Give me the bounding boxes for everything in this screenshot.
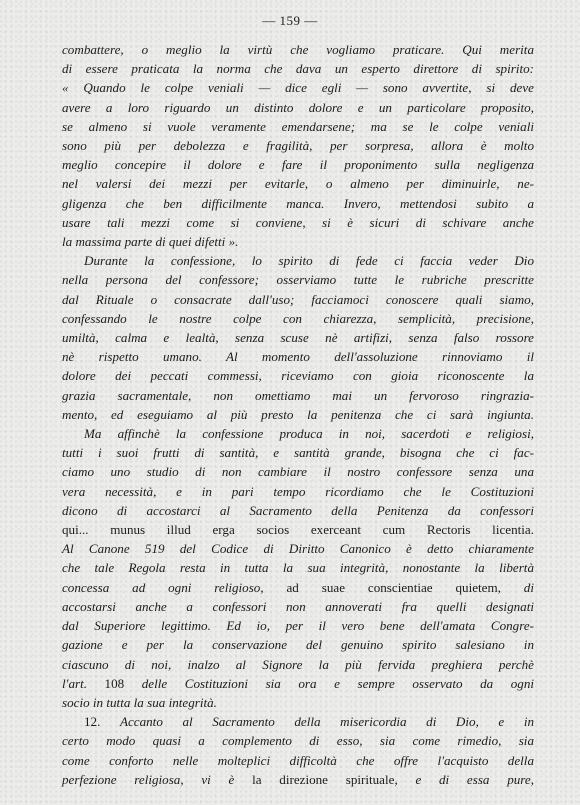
body-text: [62, 40, 534, 789]
text-run: che tale Regola resta in tutta la sua integrità, nonostante la libertà: [62, 560, 534, 576]
text-run: Accanto al Sacramento della misericordia di Dio, e in: [119, 714, 535, 730]
text-line: [62, 693, 534, 712]
text-run: ad suae conscientiae quietem,: [286, 579, 501, 595]
text-line: [62, 424, 534, 443]
text-line: [62, 155, 534, 174]
text-run: di essere praticata la norma che dava un esperto direttore di spirito:: [62, 61, 534, 77]
text-run: dicono di accostarci al Sacramento della Penitenza da confessori: [62, 502, 534, 518]
text-line: [62, 405, 534, 424]
text-run: sono più per debolezza e fragilità, per sorpresa, allora è molto: [62, 138, 534, 154]
text-run: Ma affinchè la confessione produca in noi, sacerdoti e religiosi,: [84, 426, 534, 442]
text-line: [62, 290, 534, 309]
text-run: certo modo quasi a complemento di esso, sia come rimedio, sia: [62, 733, 534, 749]
text-line: [62, 78, 534, 97]
text-line: [62, 501, 534, 520]
text-run: la direzione spirituale,: [252, 771, 398, 787]
text-line: [62, 712, 534, 731]
text-run: nel valersi dei mezzi per evitarle, o almeno per diminuirle, ne-: [62, 176, 534, 192]
text-run: usare tali mezzi come si conviene, si è sicuri di schivare anche: [62, 214, 534, 230]
text-line: [62, 309, 534, 328]
text-line: [62, 482, 534, 501]
text-run: come conforto nelle molteplici difficoltà che offre l'acquisto della: [62, 752, 534, 768]
text-run: nella persona del confessore; osserviamo tutte le rubriche prescritte: [62, 272, 534, 288]
text-run: dal Rituale o consacrate dall'uso; facciamoci conoscere quali siamo,: [62, 291, 534, 307]
text-line: [62, 213, 534, 232]
text-line: [62, 635, 534, 654]
text-run: 12.: [84, 714, 120, 730]
text-run: combattere, o meglio la virtù che vogliamo praticare. Qui merita: [62, 42, 534, 57]
text-run: se almeno si vuole veramente emendarsene; ma se le colpe veniali: [62, 118, 534, 134]
text-line: [62, 751, 534, 770]
text-run: Al Canone 519 del Codice di Diritto Canonico è detto chiaramente: [62, 541, 534, 557]
text-run: ciamo uno studio di non cambiare il nostro confessore senza una: [62, 464, 534, 480]
text-run: « Quando le colpe veniali — dice egli — sono avvertite, si deve: [62, 80, 534, 96]
text-line: [62, 40, 534, 59]
text-line: [62, 270, 534, 289]
text-line: [62, 117, 534, 136]
text-run: tutti i suoi frutti di santità, e santità grande, bisogna che ci fac-: [62, 445, 534, 461]
text-run: socio in tutta la sua integrità.: [62, 694, 217, 710]
text-run: concessa ad ogni religioso,: [62, 579, 287, 595]
text-run: avere a loro riguardo un distinto dolore e un particolare proposito,: [62, 99, 534, 115]
page-number: — 159 —: [262, 13, 318, 28]
text-run: delle Costituzioni sia ora e sempre osservato da ogni: [124, 675, 535, 691]
text-line: [62, 731, 534, 750]
text-line: [62, 578, 534, 597]
text-line: [62, 251, 534, 270]
text-run: gligenza che ben difficilmente manca. Invero, mettendosi subito a: [62, 195, 534, 211]
text-line: [62, 59, 534, 78]
text-run: vera necessità, e in pari tempo ricordiamo che le Costituzioni: [62, 483, 534, 499]
text-run: accostarsi anche a confessori non annoverati fra quelli designati: [62, 598, 534, 614]
text-line: [62, 174, 534, 193]
text-line: [62, 366, 534, 385]
text-run: meglio concepire il dolore e fare il proponimento sulla negligenza: [62, 157, 534, 173]
text-run: gazione e per la conservazione del genuino spirito salesiano in: [62, 637, 534, 653]
text-line: [62, 194, 534, 213]
text-line: [62, 98, 534, 117]
text-run: di: [500, 579, 534, 595]
text-line: [62, 655, 534, 674]
text-line: [62, 232, 534, 251]
text-line: [62, 520, 534, 539]
text-line: [62, 597, 534, 616]
text-run: dolore dei peccati commessi, riceviamo con gioia riconoscente la: [62, 368, 534, 384]
text-line: [62, 674, 534, 693]
text-run: nè rispetto umano. Al momento dell'assoluzione rinnoviamo il: [62, 349, 534, 365]
text-run: ciascuno di noi, inalzo al Signore la più fervida preghiera perchè: [62, 656, 534, 672]
text-run: dal Superiore legittimo. Ed io, per il vero bene dell'amata Congre-: [62, 618, 534, 634]
text-line: [62, 443, 534, 462]
text-line: [62, 136, 534, 155]
text-run: qui... munus illud erga socios exerceant cum Rectoris licentia.: [62, 522, 534, 538]
text-run: perfezione religiosa, vi è: [62, 771, 253, 787]
text-line: [62, 462, 534, 481]
text-run: umiltà, calma e lealtà, senza scuse nè artifizi, senza falso rossore: [62, 330, 534, 346]
text-run: Durante la confessione, lo spirito di fede ci faccia veder Dio: [84, 253, 534, 269]
text-run: mento, ed eseguiamo al più presto la penitenza che ci sarà ingiunta.: [62, 406, 534, 422]
text-line: [62, 616, 534, 635]
text-run: e di essa pure,: [397, 771, 534, 787]
text-run: l'art.: [62, 675, 105, 691]
text-run: grazia sacramentale, non omettiamo mai un fervoroso ringrazia-: [62, 387, 534, 403]
text-line: [62, 770, 534, 789]
text-line: [62, 386, 534, 405]
text-line: [62, 558, 534, 577]
text-line: [62, 347, 534, 366]
text-run: confessando le nostre colpe con chiarezza, semplicità, precisione,: [62, 310, 534, 326]
text-run: 108: [104, 675, 125, 691]
text-line: [62, 539, 534, 558]
text-line: [62, 328, 534, 347]
text-run: la massima parte di quei difetti ».: [62, 234, 239, 250]
